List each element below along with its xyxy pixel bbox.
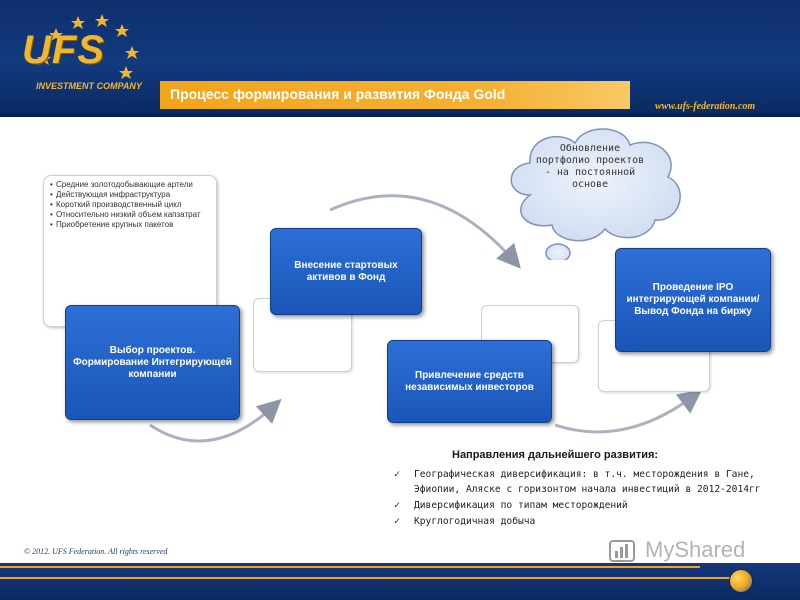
page-title: Процесс формирования и развития Фонда Gold (170, 86, 506, 102)
footer-stripe (0, 577, 735, 579)
header-stripe (0, 113, 800, 117)
website-link[interactable]: www.ufs-federation.com (655, 101, 756, 112)
development-item: ✓ Диверсификация по типам месторождений (394, 500, 628, 511)
check-icon: ✓ (394, 516, 401, 527)
development-item: ✓ Круглогодичная добыча (394, 516, 536, 527)
footer-band (0, 563, 800, 600)
criteria-item: • Действующая инфраструктура (56, 190, 212, 199)
copyright-text: © 2012. UFS Federation. All rights reserved (24, 547, 168, 556)
arrow-3 (555, 395, 695, 432)
logo-text: UFS (22, 28, 105, 72)
development-item: ✓ Географическая диверсификация: в т.ч. месторождения в Гане, Эфиопии, Аляске с горизонтом начала инвестиций в 2012-2014гг (394, 469, 761, 495)
cloud-text: Обновление портфолио проектов - на постоянной основе (535, 143, 645, 190)
criteria-item: • Короткий производственный цикл (56, 200, 212, 209)
globe-icon (729, 569, 753, 593)
check-icon: ✓ (394, 500, 401, 511)
development-title: Направления дальнейшего развития: (452, 449, 659, 461)
step-3-box: Привлечение средств независимых инвесторов (387, 340, 552, 423)
step-1-box: Выбор проектов. Формирование Интегрирующей компании (65, 305, 240, 420)
criteria-item: • Приобретение крупных пакетов (56, 220, 212, 229)
step-2-box: Внесение стартовых активов в Фонд (270, 228, 422, 315)
watermark-text: MyShared (645, 537, 746, 562)
check-icon: ✓ (394, 469, 401, 480)
logo-subtitle: INVESTMENT COMPANY (36, 81, 142, 91)
criteria-item: • Относительно низкий объем капзатрат (56, 210, 212, 219)
watermark-icon (609, 540, 635, 562)
criteria-item: • Средние золотодобывающие артели (56, 180, 212, 189)
step-4-box: Проведение IPO интегрирующей компании/ Вывод Фонда на биржу (615, 248, 771, 352)
footer-stripe (0, 566, 700, 568)
development-list (394, 467, 779, 530)
